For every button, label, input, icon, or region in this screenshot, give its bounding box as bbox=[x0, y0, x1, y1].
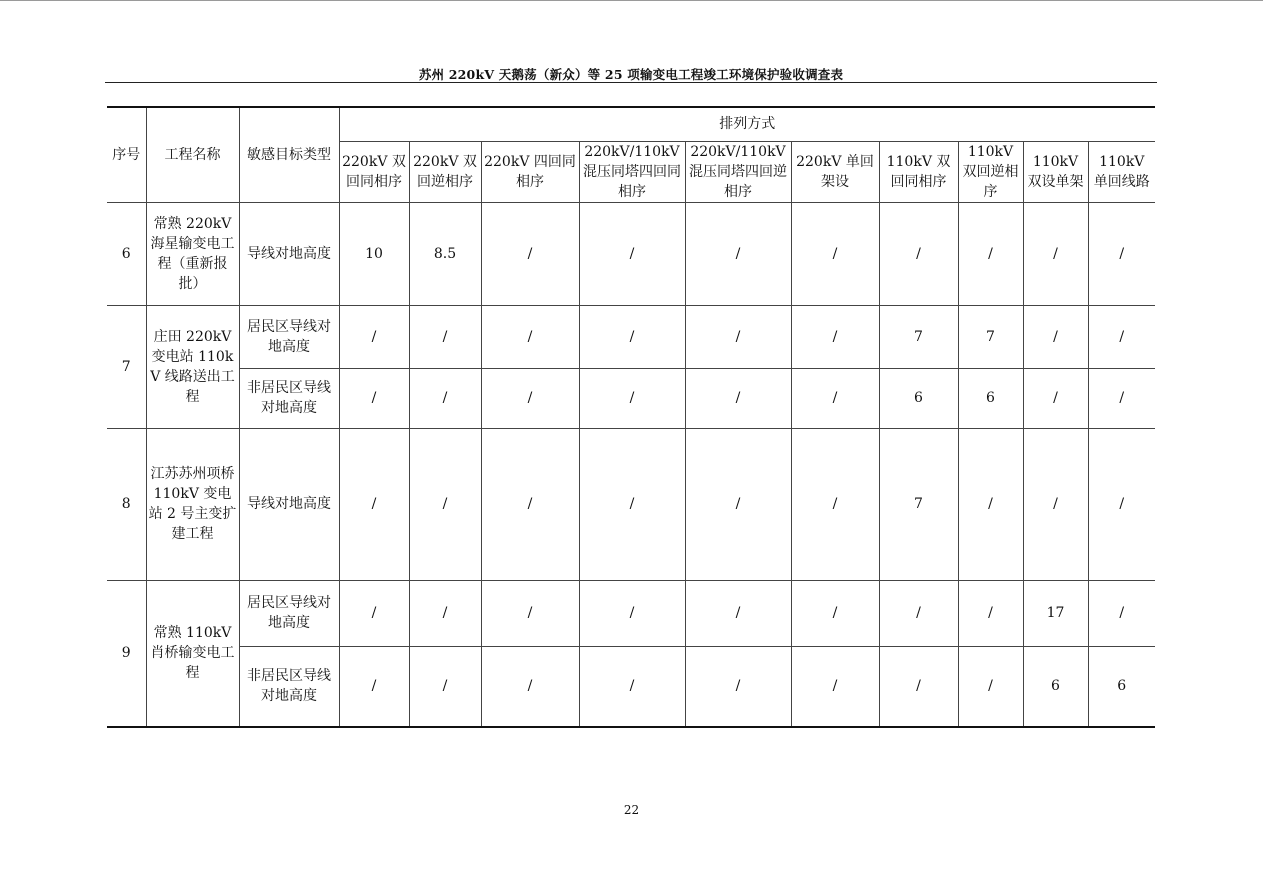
table-row bbox=[107, 580, 1155, 646]
value-cell: / bbox=[879, 202, 958, 305]
value-cell: / bbox=[958, 428, 1023, 580]
value-cell: 17 bbox=[1023, 580, 1088, 646]
row-target-type: 非居民区导线对地高度 bbox=[239, 368, 339, 428]
value-cell: 6 bbox=[1088, 646, 1155, 727]
value-cell: / bbox=[579, 305, 685, 368]
value-cell: / bbox=[879, 646, 958, 727]
value-cell: 7 bbox=[958, 305, 1023, 368]
value-cell: / bbox=[791, 428, 879, 580]
value-cell: / bbox=[1088, 202, 1155, 305]
row-project-name: 江苏苏州项桥 110kV 变电站 2 号主变扩建工程 bbox=[146, 428, 239, 580]
header-rule bbox=[105, 82, 1157, 83]
header-arrangement: 110kV 双设单架 bbox=[1023, 141, 1088, 202]
value-cell: / bbox=[409, 305, 481, 368]
value-cell: / bbox=[1088, 580, 1155, 646]
value-cell: / bbox=[685, 305, 791, 368]
value-cell: / bbox=[791, 646, 879, 727]
row-seq: 9 bbox=[107, 580, 146, 727]
value-cell: 6 bbox=[879, 368, 958, 428]
value-cell: / bbox=[481, 202, 579, 305]
value-cell: / bbox=[879, 580, 958, 646]
value-cell: / bbox=[958, 202, 1023, 305]
value-cell: / bbox=[481, 305, 579, 368]
value-cell: / bbox=[958, 646, 1023, 727]
value-cell: / bbox=[958, 580, 1023, 646]
value-cell: / bbox=[791, 305, 879, 368]
value-cell: / bbox=[685, 428, 791, 580]
value-cell: / bbox=[791, 202, 879, 305]
value-cell: / bbox=[685, 202, 791, 305]
value-cell: / bbox=[339, 368, 409, 428]
value-cell: 6 bbox=[958, 368, 1023, 428]
value-cell: / bbox=[409, 428, 481, 580]
header-arrangement: 220kV/110kV 混压同塔四回同相序 bbox=[579, 141, 685, 202]
header-arrangement: 110kV 双回同相序 bbox=[879, 141, 958, 202]
value-cell: / bbox=[1023, 305, 1088, 368]
table-row bbox=[107, 202, 1155, 305]
row-project-name: 常熟 220kV 海星输变电工程（重新报批） bbox=[146, 202, 239, 305]
value-cell: 10 bbox=[339, 202, 409, 305]
table-row bbox=[107, 368, 1155, 428]
value-cell: 7 bbox=[879, 428, 958, 580]
value-cell: / bbox=[791, 580, 879, 646]
row-target-type: 导线对地高度 bbox=[239, 428, 339, 580]
value-cell: / bbox=[1088, 305, 1155, 368]
value-cell: / bbox=[481, 368, 579, 428]
page-number: 22 bbox=[623, 803, 640, 817]
arrangement-table bbox=[107, 106, 1155, 728]
table-row bbox=[107, 428, 1155, 580]
table-row bbox=[107, 646, 1155, 727]
value-cell: 6 bbox=[1023, 646, 1088, 727]
top-border bbox=[0, 0, 1263, 1]
value-cell: 7 bbox=[879, 305, 958, 368]
row-seq: 7 bbox=[107, 305, 146, 428]
document-header-title: 苏州 220kV 天鹅荡（新众）等 25 项输变电工程竣工环境保护验收调查表 bbox=[418, 67, 844, 82]
value-cell: / bbox=[339, 305, 409, 368]
value-cell: / bbox=[685, 646, 791, 727]
value-cell: / bbox=[1088, 428, 1155, 580]
value-cell: / bbox=[481, 580, 579, 646]
table-row bbox=[107, 305, 1155, 368]
value-cell: / bbox=[1023, 368, 1088, 428]
row-target-type: 居民区导线对地高度 bbox=[239, 580, 339, 646]
value-cell: / bbox=[409, 368, 481, 428]
row-target-type: 非居民区导线对地高度 bbox=[239, 646, 339, 727]
header-seq: 序号 bbox=[107, 107, 146, 202]
value-cell: / bbox=[791, 368, 879, 428]
header-arrangement: 220kV 双回同相序 bbox=[339, 141, 409, 202]
value-cell: / bbox=[685, 580, 791, 646]
row-project-name: 常熟 110kV 肖桥输变电工程 bbox=[146, 580, 239, 727]
value-cell: 8.5 bbox=[409, 202, 481, 305]
value-cell: / bbox=[579, 202, 685, 305]
header-arrangement: 220kV/110kV 混压同塔四回逆相序 bbox=[685, 141, 791, 202]
row-project-name: 庄田 220kV 变电站 110kV 线路送出工程 bbox=[146, 305, 239, 428]
header-arrangement: 110kV 双回逆相序 bbox=[958, 141, 1023, 202]
row-target-type: 居民区导线对地高度 bbox=[239, 305, 339, 368]
header-arrangement: 220kV 单回架设 bbox=[791, 141, 879, 202]
header-arrangement: 110kV 单回线路 bbox=[1088, 141, 1155, 202]
value-cell: / bbox=[1023, 428, 1088, 580]
value-cell: / bbox=[579, 646, 685, 727]
header-arrangement: 220kV 四回同相序 bbox=[481, 141, 579, 202]
header-project-name: 工程名称 bbox=[146, 107, 239, 202]
value-cell: / bbox=[339, 428, 409, 580]
value-cell: / bbox=[685, 368, 791, 428]
row-seq: 6 bbox=[107, 202, 146, 305]
header-row-1 bbox=[107, 107, 1155, 141]
header-target-type: 敏感目标类型 bbox=[239, 107, 339, 202]
value-cell: / bbox=[579, 580, 685, 646]
value-cell: / bbox=[339, 646, 409, 727]
header-arrangement: 220kV 双回逆相序 bbox=[409, 141, 481, 202]
value-cell: / bbox=[579, 368, 685, 428]
row-target-type: 导线对地高度 bbox=[239, 202, 339, 305]
value-cell: / bbox=[409, 646, 481, 727]
value-cell: / bbox=[481, 428, 579, 580]
header-arrangement-group: 排列方式 bbox=[339, 107, 1155, 141]
value-cell: / bbox=[1088, 368, 1155, 428]
value-cell: / bbox=[339, 580, 409, 646]
value-cell: / bbox=[579, 428, 685, 580]
value-cell: / bbox=[1023, 202, 1088, 305]
value-cell: / bbox=[409, 580, 481, 646]
row-seq: 8 bbox=[107, 428, 146, 580]
value-cell: / bbox=[481, 646, 579, 727]
